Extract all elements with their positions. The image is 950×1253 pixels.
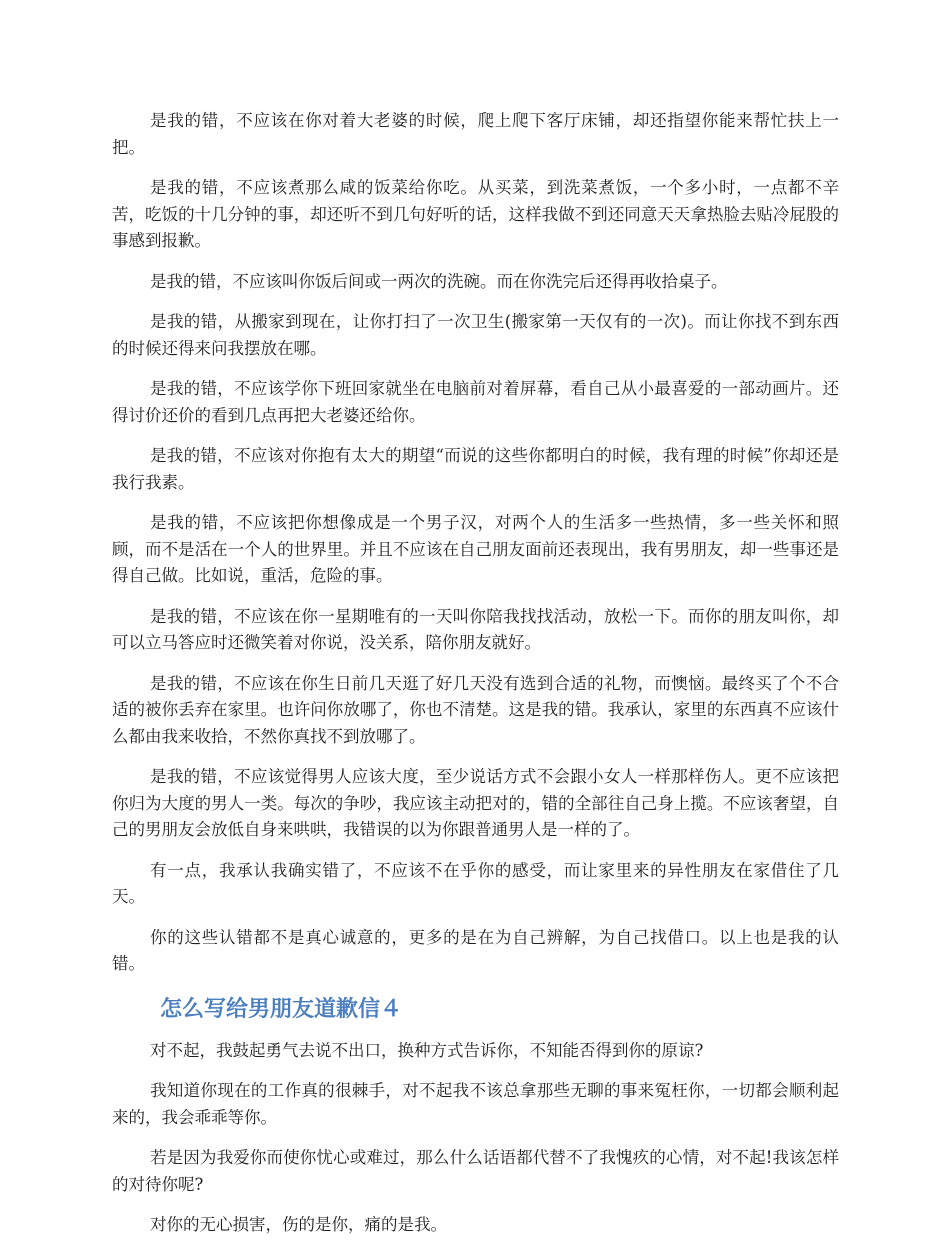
paragraph: 是我的错，不应该学你下班回家就坐在电脑前对着屏幕，看自己从小最喜爱的一部动画片。还得讨价还价的看到几点再把大老婆还给你。 [112, 379, 839, 425]
paragraph: 对不起，我鼓起勇气去说不出口，换种方式告诉你，不知能否得到你的原谅? [150, 1040, 704, 1060]
paragraph: 是我的错，不应该对你抱有太大的期望“而说的这些你都明白的时候，我有理的时候”你却还是我行我素。 [112, 446, 839, 492]
paragraph: 是我的错，不应该在你一星期唯有的一天叫你陪我找找活动，放松一下。而你的朋友叫你，却可以立马答应时还微笑着对你说，没关系，陪你朋友就好。 [112, 606, 839, 652]
paragraph: 我知道你现在的工作真的很棘手，对不起我不该总拿那些无聊的事来冤枉你，一切都会顺利起来的，我会乖乖等你。 [112, 1081, 839, 1127]
document-body [112, 108, 839, 1253]
paragraph: 是我的错，不应该在你生日前几天逛了好几天没有选到合适的礼物，而懊恼。最终买了个不合适的被你丢弃在家里。也许问你放哪了，你也不清楚。这是我的错。我承认，家里的东西真不应该什么都由我来收拾，不然你真找不到放哪了。 [112, 673, 839, 746]
paragraph: 有一点，我承认我确实错了，不应该不在乎你的感受，而让家里来的异性朋友在家借住了几天。 [112, 860, 839, 906]
paragraph: 若是因为我爱你而使你忧心或难过，那么什么话语都代替不了我愧疚的心情，对不起!我该怎样的对待你呢? [112, 1148, 839, 1194]
paragraph: 对你的无心损害，伤的是你，痛的是我。 [150, 1215, 447, 1234]
paragraph: 是我的错，不应该觉得男人应该大度，至少说话方式不会跟小女人一样那样伤人。更不应该把你归为大度的男人一类。每次的争吵，我应该主动把对的，错的全部往自己身上揽。不应该奢望，自己的男朋友会放低自身来哄哄，我错误的以为你跟普通男人是一样的了。 [112, 767, 839, 839]
paragraph: 你的这些认错都不是真心诚意的，更多的是在为自己辨解，为自己找借口。以上也是我的认错。 [112, 927, 839, 973]
paragraph: 是我的错，不应该叫你饭后间或一两次的洗碗。而在你洗完后还得再收拾桌子。 [150, 271, 728, 291]
paragraph: 是我的错，不应该煮那么咸的饭菜给你吃。从买菜，到洗菜煮饭，一个多小时，一点都不辛苦，吃饭的十几分钟的事，却还听不到几句好听的话，这样我做不到还同意天天拿热脸去贴冷屁股的事感到报歉。 [112, 178, 839, 250]
paragraph: 是我的错，不应该把你想像成是一个男子汉，对两个人的生活多一些热情，多一些关怀和照顾，而不是活在一个人的世界里。并且不应该在自己朋友面前还表现出，我有男朋友，却一些事还是得自己做。比如说，重活，危险的事。 [112, 513, 839, 585]
paragraph: 是我的错，从搬家到现在，让你打扫了一次卫生(搬家第一天仅有的一次)。而让你找不到东西的时候还得来问我摆放在哪。 [112, 312, 839, 358]
paragraph: 是我的错，不应该在你对着大老婆的时候，爬上爬下客厅床铺，却还指望你能来帮忙扶上一把。 [112, 111, 839, 157]
section-heading: 怎么写给男朋友道歉信４ [160, 996, 403, 1022]
